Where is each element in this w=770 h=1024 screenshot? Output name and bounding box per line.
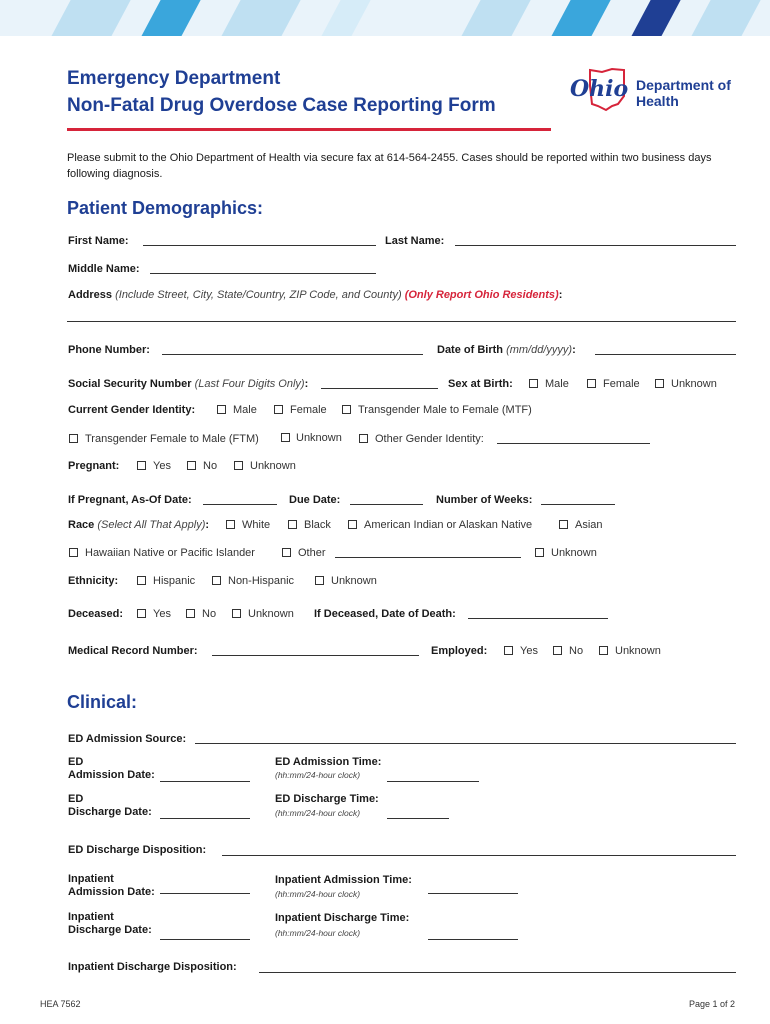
race-other-checkbox[interactable] xyxy=(282,548,291,557)
employed-yes-checkbox[interactable] xyxy=(504,646,513,655)
page-number: Page 1 of 2 xyxy=(689,999,736,1009)
gender-male-checkbox[interactable] xyxy=(217,405,226,414)
gender-identity-label: Current Gender Identity: xyxy=(68,404,196,416)
middle-name-field[interactable] xyxy=(150,273,376,274)
stripe-decor xyxy=(214,0,306,36)
weeks-field[interactable] xyxy=(541,504,615,505)
form-title-line2: Non-Fatal Drug Overdose Case Reporting Form xyxy=(67,95,496,116)
ethnicity-unknown-checkbox[interactable] xyxy=(315,576,324,585)
if-pregnant-label: If Pregnant, As-Of Date: xyxy=(68,494,192,506)
stripe-decor xyxy=(314,0,376,36)
sex-unknown-label: Unknown xyxy=(671,378,717,390)
ssn-label-text: Social Security Number xyxy=(68,378,192,390)
sex-at-birth-label: Sex at Birth: xyxy=(448,378,513,390)
if-pregnant-date-field[interactable] xyxy=(203,504,277,505)
ssn-field[interactable] xyxy=(321,388,438,389)
pregnant-yes-checkbox[interactable] xyxy=(137,461,146,470)
form-id: HEA 7562 xyxy=(40,999,81,1009)
ethnicity-unknown-label: Unknown xyxy=(331,575,377,587)
ed-discharge-date-label xyxy=(68,793,152,819)
stripe-decor xyxy=(134,0,206,36)
dob-label-text: Date of Birth xyxy=(437,344,503,356)
stripe-decor xyxy=(684,0,766,36)
race-black-label: Black xyxy=(304,519,331,531)
inpatient-disposition-label: Inpatient Discharge Disposition: xyxy=(68,961,237,973)
inpatient-admission-date-label-line1: Inpatient xyxy=(68,873,114,885)
form-title-line1: Emergency Department xyxy=(67,68,281,89)
ethnicity-hispanic-label: Hispanic xyxy=(153,575,196,587)
ethnicity-non-hispanic-label: Non-Hispanic xyxy=(228,575,295,587)
ssn-note: (Last Four Digits Only) xyxy=(194,378,305,390)
address-note: (Include Street, City, State/Country, ZIP Code, and County) xyxy=(115,289,402,301)
department-name xyxy=(636,77,731,109)
sex-male-label: Male xyxy=(545,378,569,390)
gender-other-field[interactable] xyxy=(497,443,650,444)
deceased-no-label: No xyxy=(202,608,217,620)
gender-ftm-checkbox[interactable] xyxy=(69,434,78,443)
ed-discharge-time-label: ED Discharge Time: xyxy=(275,793,379,805)
race-hawaiian-label: Hawaiian Native or Pacific Islander xyxy=(85,547,255,559)
employed-no-checkbox[interactable] xyxy=(553,646,562,655)
pregnant-unknown-checkbox[interactable] xyxy=(234,461,243,470)
due-date-field[interactable] xyxy=(350,504,423,505)
ed-admission-date-label-line1: ED xyxy=(68,756,84,768)
weeks-label: Number of Weeks: xyxy=(436,494,533,506)
ethnicity-label: Ethnicity: xyxy=(68,575,119,587)
inpatient-admission-date-label xyxy=(68,873,155,899)
inpatient-admission-time-field[interactable] xyxy=(428,893,518,894)
stripe-decor xyxy=(44,0,136,36)
ed-admission-time-note: (hh:mm/24-hour clock) xyxy=(275,770,361,780)
deceased-unknown-label: Unknown xyxy=(248,608,294,620)
ssn-colon: : xyxy=(304,378,309,390)
ed-disposition-field[interactable] xyxy=(222,855,736,856)
stripe-decor xyxy=(624,0,686,36)
race-american-indian-checkbox[interactable] xyxy=(348,520,357,529)
race-other-label: Other xyxy=(298,547,326,559)
race-unknown-checkbox[interactable] xyxy=(535,548,544,557)
employed-no-label: No xyxy=(569,645,584,657)
deceased-label: Deceased: xyxy=(68,608,124,620)
inpatient-discharge-time-field[interactable] xyxy=(428,939,518,940)
race-black-checkbox[interactable] xyxy=(288,520,297,529)
employed-unknown-label: Unknown xyxy=(615,645,661,657)
inpatient-discharge-date-field[interactable] xyxy=(160,939,250,940)
sex-unknown-checkbox[interactable] xyxy=(655,379,664,388)
gender-mtf-checkbox[interactable] xyxy=(342,405,351,414)
address-ohio-residents-note: (Only Report Ohio Residents) xyxy=(404,289,559,301)
address-colon: : xyxy=(558,289,563,301)
section-heading-clinical: Clinical: xyxy=(67,692,138,712)
header-stripe-band xyxy=(0,0,770,36)
race-unknown-label: Unknown xyxy=(551,547,597,559)
race-colon: : xyxy=(205,519,210,531)
dob-colon: : xyxy=(572,344,576,356)
inpatient-admission-date-field[interactable] xyxy=(160,893,250,894)
sex-female-checkbox[interactable] xyxy=(587,379,596,388)
address-label-text: Address xyxy=(68,289,113,301)
inpatient-discharge-date-label-line2: Discharge Date: xyxy=(68,924,152,936)
race-asian-checkbox[interactable] xyxy=(559,520,568,529)
ed-discharge-date-field[interactable] xyxy=(160,818,250,819)
last-name-label: Last Name: xyxy=(385,235,445,247)
ed-discharge-time-field[interactable] xyxy=(387,818,449,819)
inpatient-admission-time-note: (hh:mm/24-hour clock) xyxy=(275,889,361,899)
ed-discharge-time-note: (hh:mm/24-hour clock) xyxy=(275,808,361,818)
inpatient-disposition-field[interactable] xyxy=(259,972,736,973)
first-name-label: First Name: xyxy=(68,235,129,247)
ed-source-field[interactable] xyxy=(195,743,736,744)
phone-field[interactable] xyxy=(162,354,423,355)
inpatient-admission-time-label: Inpatient Admission Time: xyxy=(275,874,412,886)
ethnicity-non-hispanic-checkbox[interactable] xyxy=(212,576,221,585)
gender-female-label: Female xyxy=(290,404,327,416)
ed-discharge-date-label-line2: Discharge Date: xyxy=(68,806,152,818)
ed-admission-time-field[interactable] xyxy=(387,781,479,782)
employed-label: Employed: xyxy=(431,645,488,657)
inpatient-discharge-date-label xyxy=(68,911,152,937)
deceased-unknown-checkbox[interactable] xyxy=(232,609,241,618)
gender-unknown-checkbox[interactable] xyxy=(281,433,290,442)
ed-admission-date-field[interactable] xyxy=(160,781,250,782)
department-line2: Health xyxy=(636,93,679,109)
title-underline xyxy=(67,128,551,131)
pregnant-label: Pregnant: xyxy=(68,460,120,472)
race-white-checkbox[interactable] xyxy=(226,520,235,529)
inpatient-discharge-time-label: Inpatient Discharge Time: xyxy=(275,912,410,924)
ed-source-label: ED Admission Source: xyxy=(68,733,187,745)
intro-text: Please submit to the Ohio Department of Health via secure fax at 614-564-2455. Cases should be reported within two business days following diagnosis. xyxy=(67,152,712,180)
stripe-decor xyxy=(454,0,536,36)
race-white-label: White xyxy=(242,519,271,531)
mrn-field[interactable] xyxy=(212,655,419,656)
dob-label xyxy=(437,344,576,356)
race-hawaiian-checkbox[interactable] xyxy=(69,548,78,557)
ed-admission-date-label xyxy=(68,756,155,782)
race-label-text: Race xyxy=(68,519,95,531)
ssn-label xyxy=(68,378,308,390)
ed-discharge-date-label-line1: ED xyxy=(68,793,84,805)
middle-name-label: Middle Name: xyxy=(68,263,140,275)
inpatient-discharge-date-label-line1: Inpatient xyxy=(68,911,114,923)
inpatient-admission-date-label-line2: Admission Date: xyxy=(68,886,155,898)
ohio-logo xyxy=(568,66,640,112)
ed-admission-date-label-line2: Admission Date: xyxy=(68,769,155,781)
race-asian-label: Asian xyxy=(575,519,603,531)
gender-male-label: Male xyxy=(233,404,257,416)
ed-admission-time-label: ED Admission Time: xyxy=(275,756,382,768)
gender-female-checkbox[interactable] xyxy=(274,405,283,414)
employed-yes-label: Yes xyxy=(520,645,538,657)
deceased-yes-checkbox[interactable] xyxy=(137,609,146,618)
dob-format-note: (mm/dd/yyyy) xyxy=(506,344,573,356)
sex-female-label: Female xyxy=(603,378,640,390)
ethnicity-hispanic-checkbox[interactable] xyxy=(137,576,146,585)
dob-field[interactable] xyxy=(595,354,736,355)
race-other-field[interactable] xyxy=(335,557,521,558)
pregnant-unknown-label: Unknown xyxy=(250,460,296,472)
deceased-no-checkbox[interactable] xyxy=(186,609,195,618)
address-label xyxy=(68,289,562,301)
race-american-indian-label: American Indian or Alaskan Native xyxy=(364,519,533,531)
due-date-label: Due Date: xyxy=(289,494,341,506)
sex-male-checkbox[interactable] xyxy=(529,379,538,388)
mrn-label: Medical Record Number: xyxy=(68,645,198,657)
stripe-decor xyxy=(544,0,616,36)
race-note: (Select All That Apply) xyxy=(97,519,206,531)
phone-label: Phone Number: xyxy=(68,344,150,356)
gender-other-label: Other Gender Identity: xyxy=(375,433,484,445)
department-line1: Department of xyxy=(636,77,731,93)
employed-unknown-checkbox[interactable] xyxy=(599,646,608,655)
date-of-death-field[interactable] xyxy=(468,618,608,619)
gender-ftm-label: Transgender Female to Male (FTM) xyxy=(85,433,259,445)
race-label xyxy=(68,519,209,531)
inpatient-discharge-time-note: (hh:mm/24-hour clock) xyxy=(275,928,361,938)
deceased-yes-label: Yes xyxy=(153,608,171,620)
first-name-field[interactable] xyxy=(143,245,376,246)
gender-unknown-label: Unknown xyxy=(296,432,342,444)
pregnant-no-checkbox[interactable] xyxy=(187,461,196,470)
last-name-field[interactable] xyxy=(455,245,736,246)
gender-other-checkbox[interactable] xyxy=(359,434,368,443)
pregnant-no-label: No xyxy=(203,460,218,472)
ohio-logo-word: Ohio xyxy=(570,76,629,102)
gender-mtf-label: Transgender Male to Female (MTF) xyxy=(358,404,532,416)
pregnant-yes-label: Yes xyxy=(153,460,171,472)
date-of-death-label: If Deceased, Date of Death: xyxy=(314,608,456,620)
ed-disposition-label: ED Discharge Disposition: xyxy=(68,844,207,856)
address-field[interactable] xyxy=(67,321,736,322)
section-heading-demographics: Patient Demographics: xyxy=(67,198,264,218)
